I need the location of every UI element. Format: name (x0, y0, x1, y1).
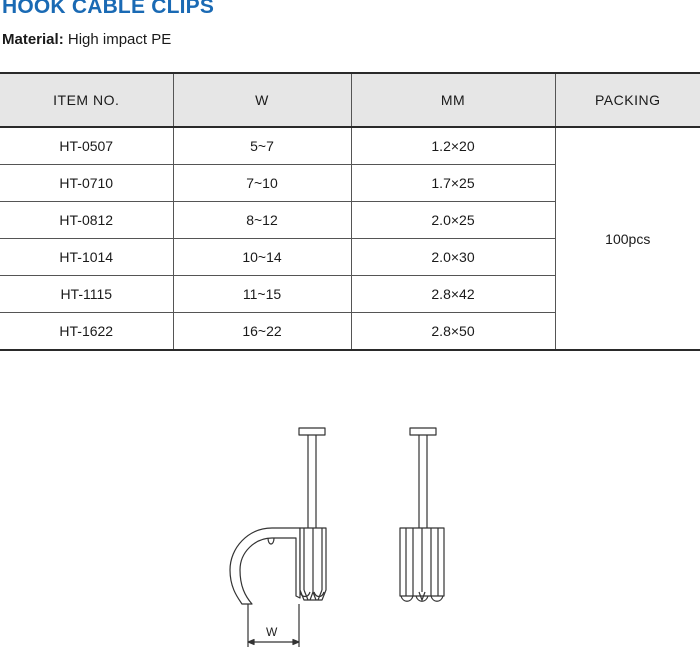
mm-cell: 2.0×30 (351, 239, 555, 276)
header-item-no: ITEM NO. (0, 73, 173, 127)
w-cell: 7~10 (173, 165, 351, 202)
material-value: High impact PE (67, 31, 172, 48)
item-no-cell: HT-0812 (0, 202, 173, 239)
w-cell: 11~15 (173, 276, 351, 313)
item-no-cell: HT-0710 (0, 165, 173, 202)
front-view-nail (410, 428, 436, 528)
w-cell: 8~12 (173, 202, 351, 239)
w-cell: 5~7 (173, 127, 351, 165)
item-no-cell: HT-1115 (0, 276, 173, 313)
front-view-clip (400, 528, 444, 601)
mm-cell: 2.0×25 (351, 202, 555, 239)
header-w: W (173, 73, 351, 127)
item-no-cell: HT-1014 (0, 239, 173, 276)
page-title: HOOK CABLE CLIPS (2, 0, 215, 18)
item-no-cell: HT-0507 (0, 127, 173, 165)
header-packing: PACKING (555, 73, 700, 127)
material-label: Material: (2, 31, 64, 48)
dimension-w-label: W (266, 625, 278, 639)
mm-cell: 2.8×50 (351, 313, 555, 351)
side-view-clip (230, 528, 326, 604)
header-mm: MM (351, 73, 555, 127)
w-cell: 10~14 (173, 239, 351, 276)
item-no-cell: HT-1622 (0, 313, 173, 351)
side-view-nail (299, 428, 325, 528)
mm-cell: 2.8×42 (351, 276, 555, 313)
mm-cell: 1.7×25 (351, 165, 555, 202)
w-cell: 16~22 (173, 313, 351, 351)
packing-cell: 100pcs (555, 127, 700, 350)
mm-cell: 1.2×20 (351, 127, 555, 165)
